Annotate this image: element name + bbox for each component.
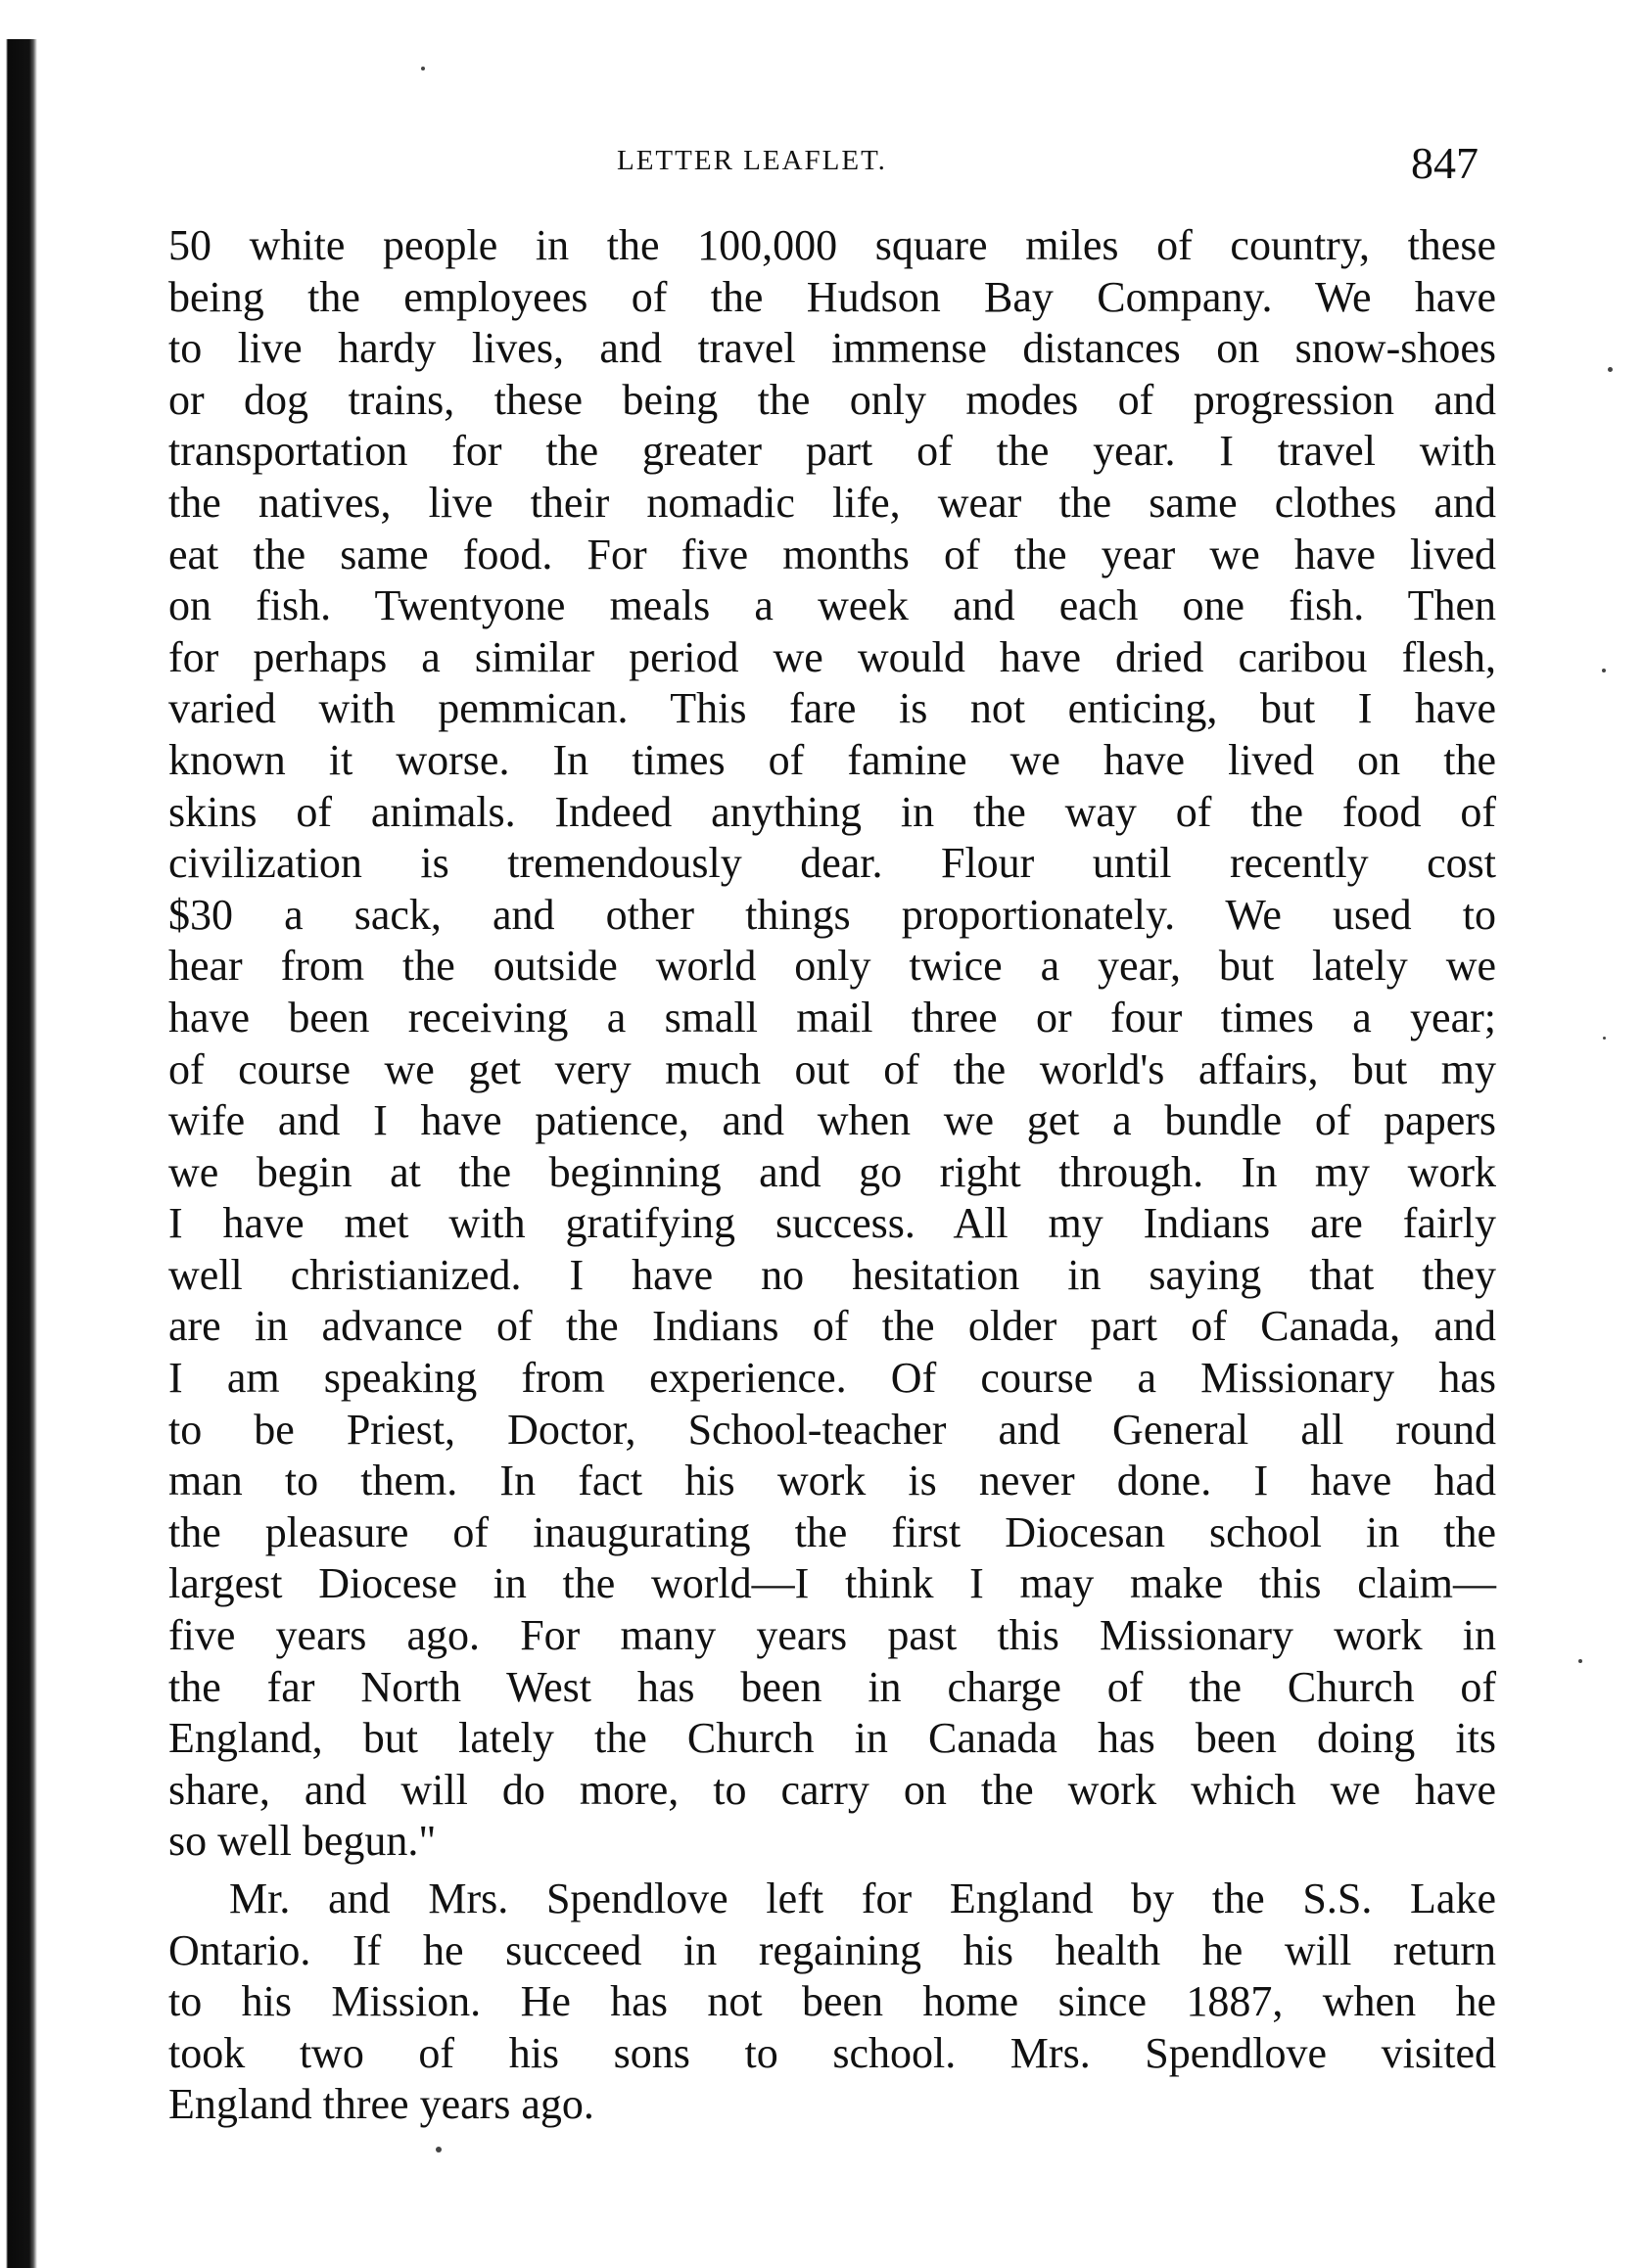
text-line: of course we get very much out of the world's affairs, but my	[168, 1044, 1496, 1093]
text-line: share, and will do more, to carry on the work which we have	[168, 1765, 1496, 1814]
text-line: England three years ago.	[168, 2080, 594, 2129]
text-line: five years ago. For many years past this Missionary work in	[168, 1611, 1496, 1660]
body-text	[168, 220, 1496, 2131]
text-line: $30 a sack, and other things proportionately. We used to	[168, 890, 1496, 939]
text-line: the natives, live their nomadic life, wear the same clothes and	[168, 478, 1496, 527]
text-line: on fish. Twentyone meals a week and each one fish. Then	[168, 581, 1496, 630]
text-line: being the employees of the Hudson Bay Company. We have	[168, 272, 1496, 321]
scan-speck	[1602, 669, 1606, 672]
text-line: hear from the outside world only twice a year, but lately we	[168, 942, 1496, 991]
scan-speck	[1608, 367, 1613, 372]
text-line: varied with pemmican. This fare is not enticing, but I have	[168, 684, 1496, 733]
text-line: took two of his sons to school. Mrs. Spendlove visited	[168, 2028, 1496, 2077]
running-head	[147, 137, 1479, 196]
text-line: the far North West has been in charge of the Church of	[168, 1662, 1496, 1711]
text-line: wife and I have patience, and when we get a bundle of papers	[168, 1096, 1496, 1145]
scan-speck	[421, 67, 425, 70]
paragraph-departure-note	[168, 1874, 1496, 2131]
text-line: transportation for the greater part of the year. I travel with	[168, 427, 1496, 476]
text-line: I have met with gratifying success. All my Indians are fairly	[168, 1199, 1496, 1248]
text-line: so well begun."	[168, 1817, 437, 1866]
text-line: eat the same food. For five months of the year we have lived	[168, 530, 1496, 579]
text-line: or dog trains, these being the only modes of progression and	[168, 375, 1496, 424]
text-line: known it worse. In times of famine we have lived on the	[168, 735, 1496, 784]
text-line: are in advance of the Indians of the older part of Canada, and	[168, 1302, 1496, 1351]
page-binding-edge	[0, 39, 37, 2268]
text-line: have been receiving a small mail three or four times a year;	[168, 993, 1496, 1041]
scan-speck	[1578, 1659, 1582, 1663]
text-line: the pleasure of inaugurating the first Diocesan school in the	[168, 1507, 1496, 1556]
text-line: skins of animals. Indeed anything in the way of the food of	[168, 787, 1496, 836]
text-line: man to them. In fact his work is never done. I have had	[168, 1457, 1496, 1505]
text-line: England, but lately the Church in Canada has been doing its	[168, 1714, 1496, 1763]
text-line: we begin at the beginning and go right through. In my work	[168, 1147, 1496, 1196]
text-line: civilization is tremendously dear. Flour until recently cost	[168, 839, 1496, 888]
text-line: 50 white people in the 100,000 square miles of country, these	[168, 221, 1496, 269]
running-head-title: LETTER LEAFLET.	[617, 145, 887, 176]
text-line: to his Mission. He has not been home since 1887, when he	[168, 1977, 1496, 2026]
paragraph-letter-continuation	[168, 220, 1496, 1868]
text-line: for perhaps a similar period we would have dried caribou flesh,	[168, 632, 1496, 681]
text-line: I am speaking from experience. Of course a Missionary has	[168, 1354, 1496, 1403]
text-line: Ontario. If he succeed in regaining his health he will return	[168, 1925, 1496, 1974]
scan-speck	[436, 2147, 442, 2152]
page-number: 847	[1411, 138, 1479, 188]
text-line: well christianized. I have no hesitation in saying that they	[168, 1250, 1496, 1299]
text-line: largest Diocese in the world—I think I may make this claim—	[168, 1559, 1496, 1608]
text-line: Mr. and Mrs. Spendlove left for England by the S.S. Lake	[229, 1875, 1496, 1922]
text-line: to live hardy lives, and travel immense distances on snow-shoes	[168, 324, 1496, 373]
scan-speck	[1603, 1037, 1606, 1040]
text-line: to be Priest, Doctor, School-teacher and General all round	[168, 1405, 1496, 1454]
